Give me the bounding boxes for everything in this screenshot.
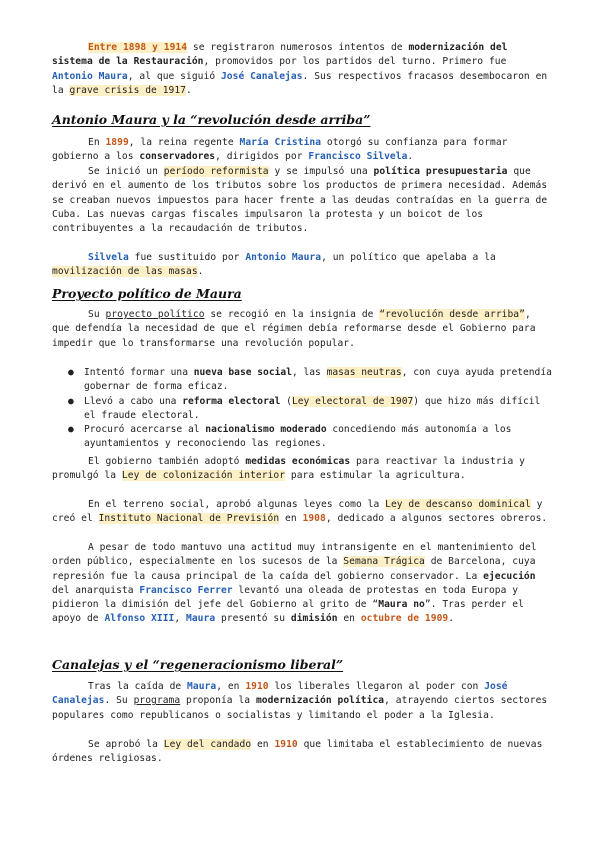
paragraph-semana-tragica: A pesar de todo mantuvo una actitud muy intransigente en el mantenimiento del orden público, especialmente en los sucesos de la Semana Trágica de Barcelona, cuya represión fue la causa principal de la caída del gobierno conservador. La ejecución del anarquista Francisco Ferrer levantó una oleada de protestas en toda Europa y pidieron la dimisión del jefe del Gobierno al grito de “Maura no”. Tras perder el apoyo de Alfonso XIII, Maura presentó su dimisión en octubre de 1909. bbox=[52, 542, 537, 625]
section-heading-maura: Antonio Maura y la “revolución desde arriba” bbox=[52, 112, 371, 127]
list-item: ● Intentó formar una nueva base social, las masas neutras, con cuya ayuda pretendía gobernar de forma eficaz. bbox=[68, 367, 552, 393]
paragraph-proyecto: Su proyecto político se recogió en la insignia de “revolución desde arriba”, que defendía la necesidad de que el régimen debía reformarse desde el Gobierno para impedir que lo transformarse una revolución popular. bbox=[52, 309, 536, 349]
paragraph-ley-candado: Se aprobó la Ley del candado en 1910 que limitaba el establecimiento de nuevas órdenes religiosas. bbox=[52, 739, 543, 765]
paragraph-economicas: El gobierno también adoptó medidas económicas para reactivar la industria y promulgó la Ley de colonización interior para estimular la agricultura. bbox=[52, 456, 525, 482]
list-item: ● Procuró acercarse al nacionalismo moderado concediendo más autonomía a los ayuntamientos y reconociendo las regiones. bbox=[68, 424, 512, 450]
bullet-icon: ● bbox=[68, 424, 74, 436]
bullet-list bbox=[52, 366, 552, 452]
paragraph-canalejas: Tras la caída de Maura, en 1910 los liberales llegaron al poder con José Canalejas. Su programa proponía la modernización política, atrayendo ciertos sectores populares como republicanos o socialistas y limitando el poder a la Iglesia. bbox=[52, 681, 548, 721]
section-heading-proyecto: Proyecto político de Maura bbox=[52, 286, 242, 301]
paragraph-reformista: Se inició un período reformista y se impulsó una política presupuestaria que derivó en el aumento de los tributos sobre los productos de primera necesidad. Además se creaban nuevos impuestos para hacer frente a las deudas contraídas en la guerra de Cuba. Las nuevas cargas fiscales impulsaron la protesta y un boicot de los contribuyentes a la recaudación de tributos. bbox=[52, 166, 548, 235]
section-heading-canalejas: Canalejas y el “regeneracionismo liberal” bbox=[52, 657, 344, 672]
list-item: ● Llevó a cabo una reforma electoral (Ley electoral de 1907) que hizo más difícil el fraude electoral. bbox=[68, 395, 541, 421]
bullet-icon: ● bbox=[68, 367, 74, 378]
paragraph-silvela: Silvela fue sustituido por Antonio Maura, un político que apelaba a la movilización de las masas. bbox=[52, 252, 496, 278]
paragraph-1899: En 1899, la reina regente María Cristina otorgó su confianza para formar gobierno a los conservadores, dirigidos por Francisco Silvela. bbox=[52, 137, 508, 163]
paragraph-social: En el terreno social, aprobó algunas leyes como la Ley de descanso dominical y creó el Instituto Nacional de Previsión en 1908, dedicado a algunos sectores obreros. bbox=[52, 499, 548, 525]
bullet-icon: ● bbox=[68, 395, 74, 407]
intro-paragraph: Entre 1898 y 1914 se registraron numerosos intentos de modernización del sistema de la Restauración, promovidos por los partidos del turno. Primero fue Antonio Maura, al que siguió José Canalejas. Sus respectivos fracasos desembocaron en la grave crisis de 1917. bbox=[52, 42, 548, 96]
